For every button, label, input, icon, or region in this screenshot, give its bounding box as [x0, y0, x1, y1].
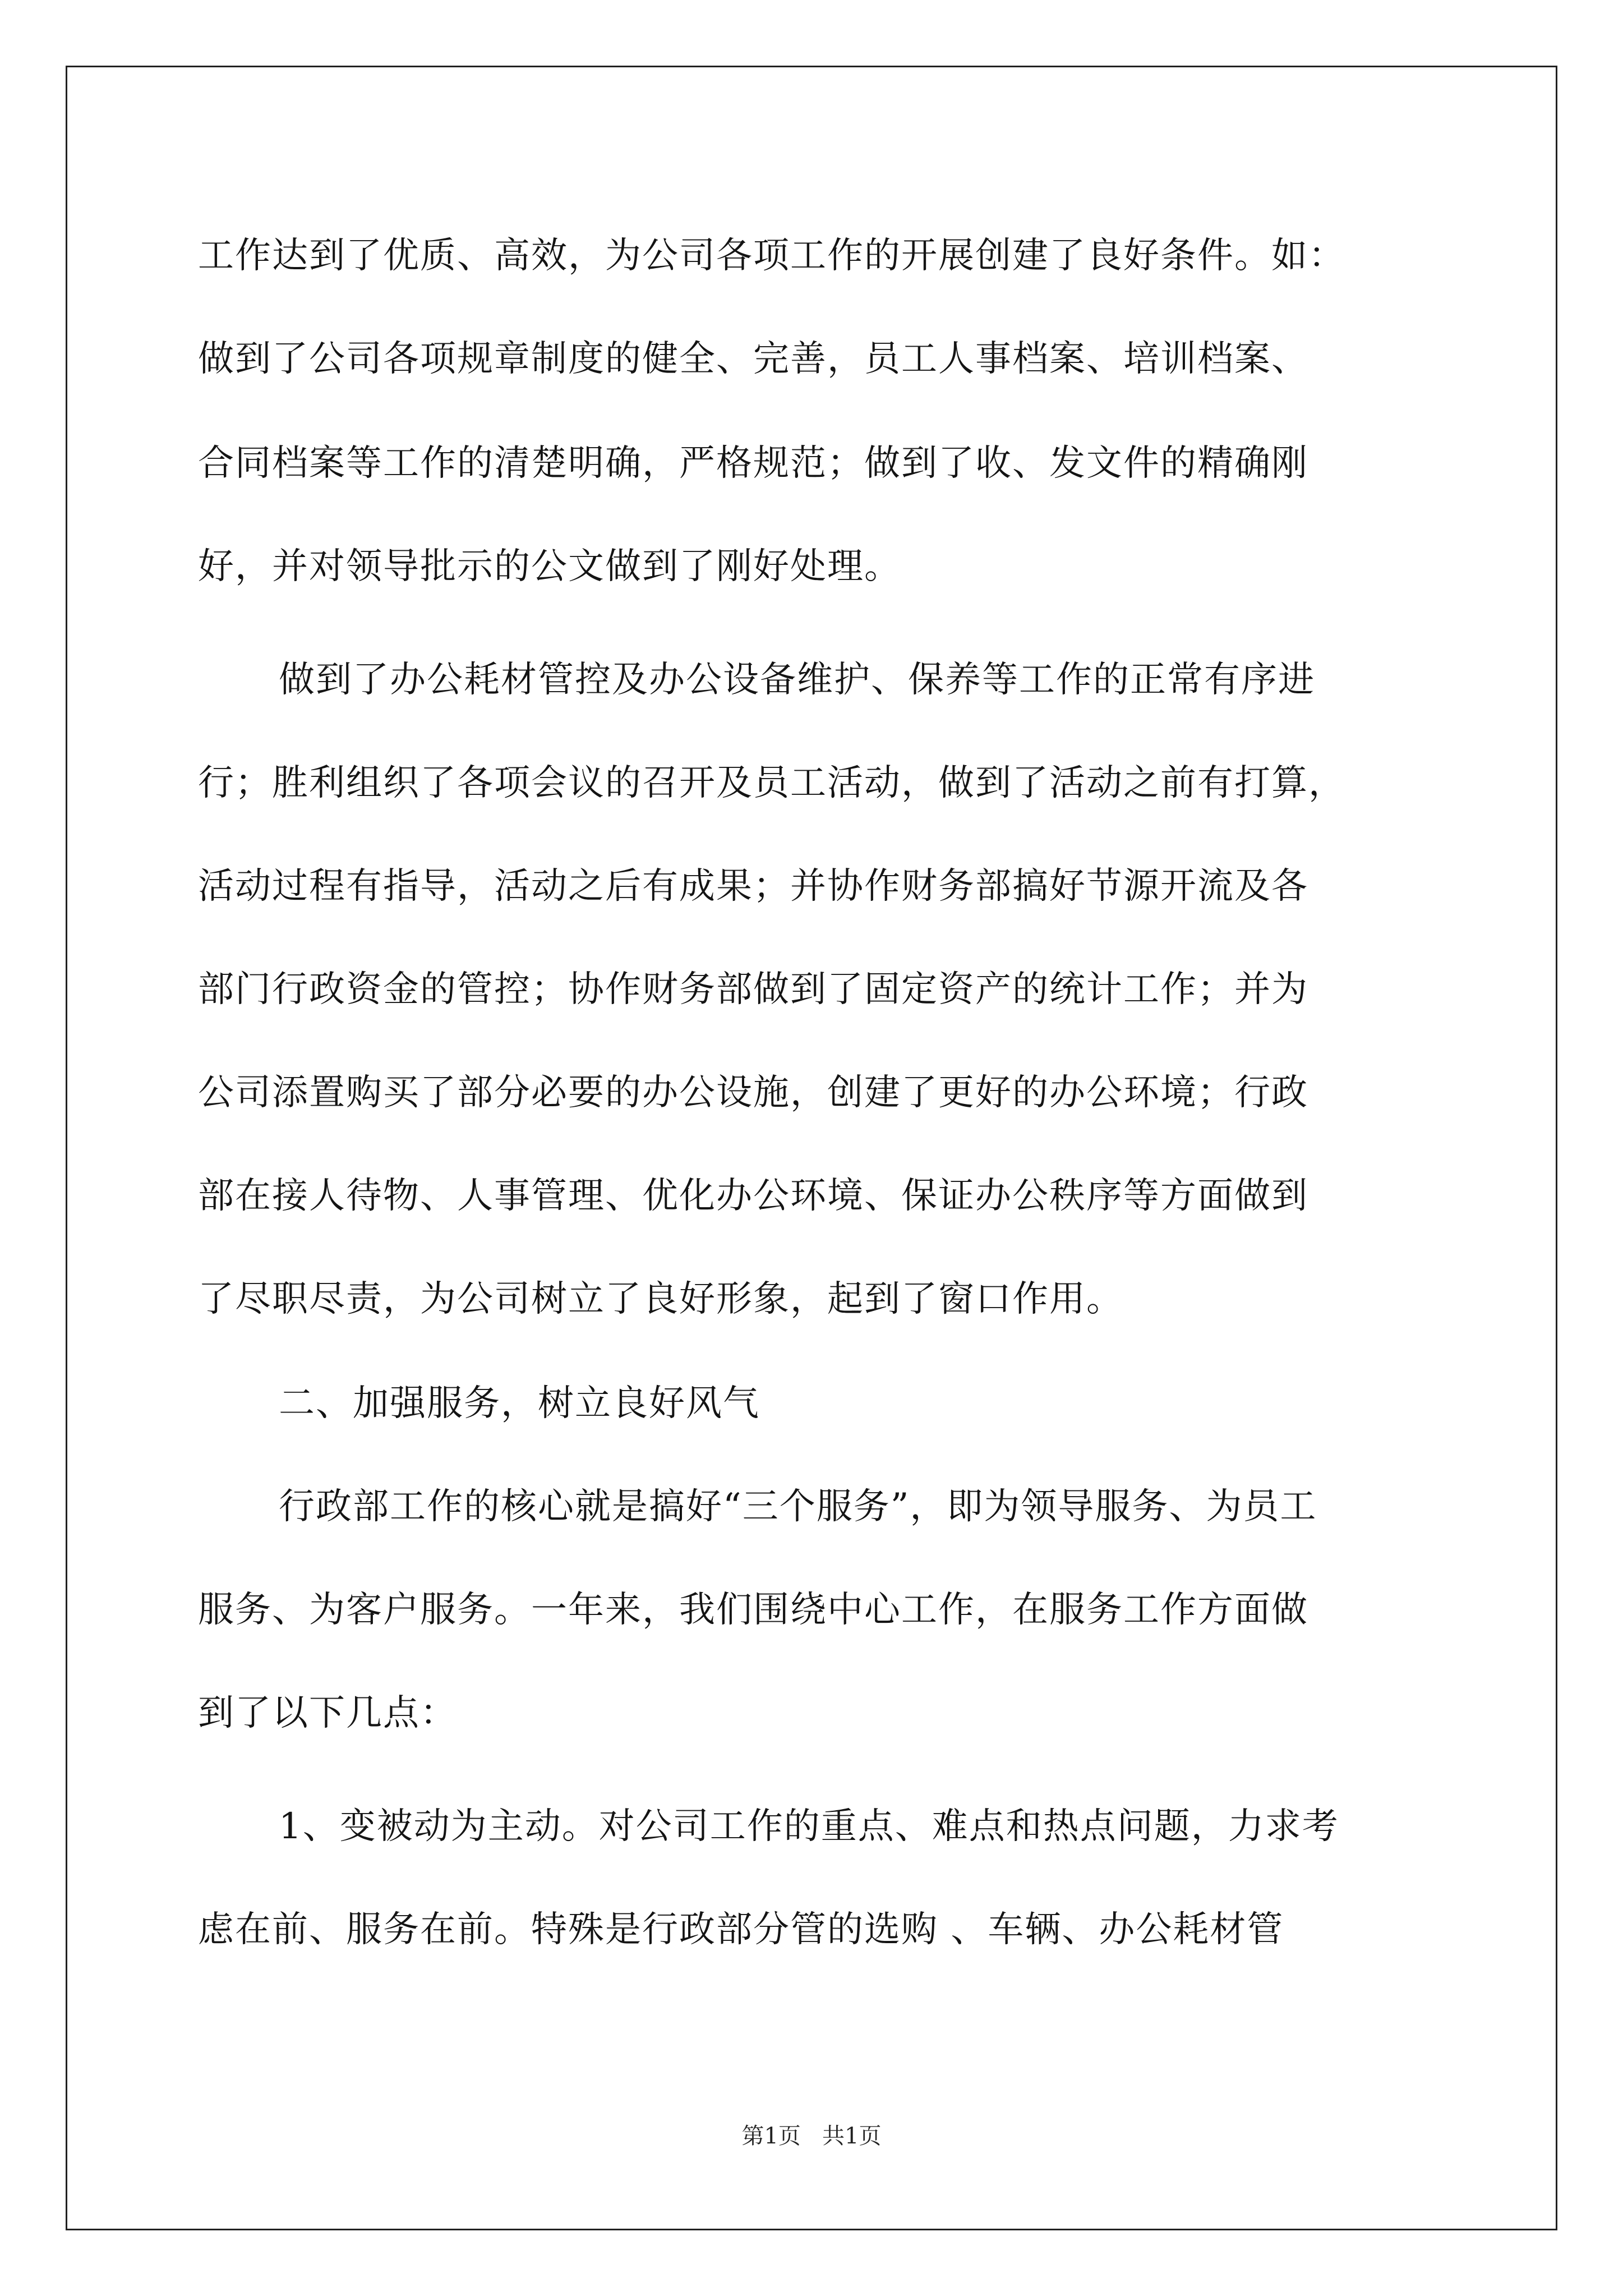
paragraph-2-line-6: 部在接人待物、人事管理、优化办公环境、保证办公秩序等方面做到	[198, 1175, 1308, 1217]
page-border	[66, 66, 1557, 2230]
paragraph-1-line-4: 好，并对领导批示的公文做到了刚好处理。	[198, 546, 901, 587]
paragraph-4-line-1: 1、变被动为主动。对公司工作的重点、难点和热点问题，力求考	[279, 1806, 1339, 1847]
paragraph-1-line-2: 做到了公司各项规章制度的健全、完善，员工人事档案、培训档案、	[198, 338, 1308, 380]
paragraph-2-line-2: 行；胜利组织了各项会议的召开及员工活动，做到了活动之前有打算，	[198, 762, 1345, 804]
paragraph-2-line-3: 活动过程有指导，活动之后有成果；并协作财务部搞好节源开流及各	[198, 866, 1308, 907]
paragraph-2-line-1: 做到了办公耗材管控及办公设备维护、保养等工作的正常有序进	[279, 659, 1315, 701]
paragraph-3-line-3: 到了以下几点：	[198, 1692, 457, 1734]
paragraph-4-line-2: 虑在前、服务在前。特殊是行政部分管的选购 、车辆、办公耗材管	[198, 1909, 1284, 1950]
section-heading: 二、加强服务，树立良好风气	[279, 1383, 760, 1424]
paragraph-3-line-2: 服务、为客户服务。一年来，我们围绕中心工作，在服务工作方面做	[198, 1589, 1308, 1631]
page-number: 第1页 共1页	[741, 2123, 882, 2149]
paragraph-3-line-1: 行政部工作的核心就是搞好“三个服务”，即为领导服务、为员工	[279, 1486, 1317, 1527]
paragraph-1-line-1: 工作达到了优质、高效，为公司各项工作的开展创建了良好条件。如：	[198, 235, 1345, 277]
paragraph-1-line-3: 合同档案等工作的清楚明确，严格规范；做到了收、发文件的精确刚	[198, 443, 1308, 484]
paragraph-2-line-7: 了尽职尽责，为公司树立了良好形象，起到了窗口作用。	[198, 1278, 1123, 1320]
paragraph-2-line-5: 公司添置购买了部分必要的办公设施，创建了更好的办公环境；行政	[198, 1072, 1308, 1114]
paragraph-2-line-4: 部门行政资金的管控；协作财务部做到了固定资产的统计工作；并为	[198, 969, 1308, 1010]
page-footer	[0, 2122, 1623, 2150]
